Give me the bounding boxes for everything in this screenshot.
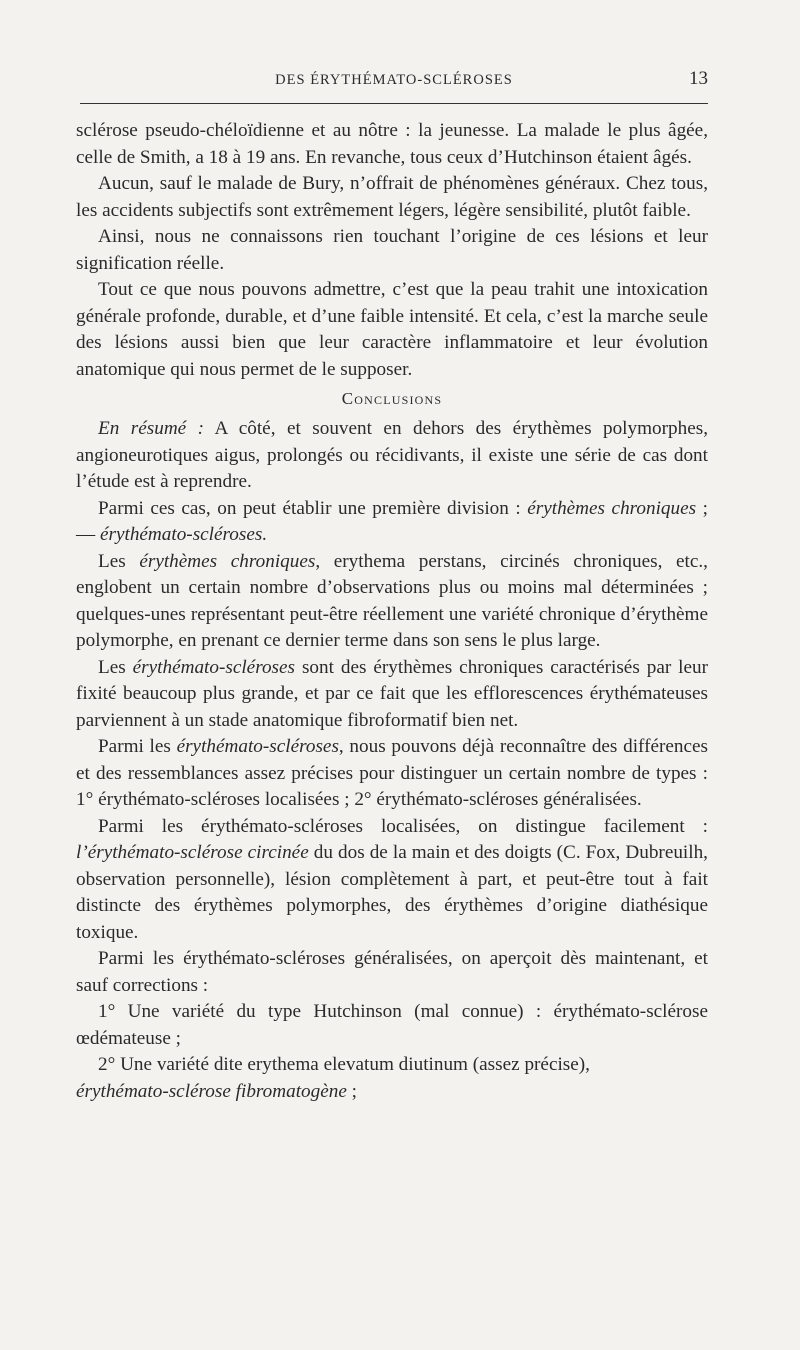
paragraph bbox=[76, 734, 708, 814]
header-rule bbox=[80, 103, 708, 104]
paragraph-text: Les bbox=[98, 550, 140, 572]
paragraph-text: sont des érythèmes chroniques caractérisés par leur fixité beaucoup plus grande, et par ce fait que les efflorescences érythémateuses parviennent à un stade anatomique fibroformatif bien net. bbox=[76, 656, 708, 731]
emphasis: érythémato-scléroses bbox=[176, 736, 339, 757]
paragraph: sclérose pseudo-chéloïdienne et au nôtre : la jeunesse. La malade le plus âgée, celle de Smith, a 18 à 19 ans. En revanche, tous ceux d’Hutchinson étaient âgés. bbox=[76, 120, 708, 168]
paragraph-text: Parmi les bbox=[98, 736, 177, 757]
emphasis: érythèmes chroniques bbox=[139, 550, 316, 572]
paragraph: Tout ce que nous pouvons admettre, c’est que la peau trahit une intoxication générale profonde, durable, et d’une faible intensité. Et cela, c’est la marche seule des lésions aussi bien que leur caractère inflammatoire et leur évolution anatomique qui nous permet de le supposer. bbox=[76, 279, 708, 380]
paragraph-text: Les bbox=[98, 656, 133, 678]
paragraph bbox=[76, 814, 708, 947]
paragraph bbox=[76, 655, 708, 735]
paragraph-text: ; bbox=[346, 1080, 358, 1102]
emphasis: l’érythémato-sclérose circinée bbox=[76, 842, 309, 863]
paragraph bbox=[76, 549, 708, 655]
paragraph bbox=[76, 496, 708, 549]
running-title: DES ÉRYTHÉMATO-SCLÉROSES bbox=[275, 72, 513, 88]
paragraph: 1° Une variété du type Hutchinson (mal connue) : érythémato-sclérose œdémateuse ; bbox=[76, 1001, 708, 1049]
paragraph-text: , nous pouvons déjà reconnaître des différences et des ressemblances assez précises pour distinguer un certain nombre de types : 1° érythémato-scléroses localisées ; 2° érythémato-scléroses généralisées. bbox=[76, 736, 708, 810]
section-heading: Conclusions bbox=[341, 389, 443, 408]
page-header bbox=[80, 68, 708, 98]
paragraph: 2° Une variété dite erythema elevatum diutinum (assez précise), bbox=[98, 1054, 590, 1075]
paragraph bbox=[76, 416, 708, 496]
paragraph-text: du dos de la main et des doigts (C. Fox, Dubreuilh, observation personnelle), lésion complètement à part, et peut-être tout à fait distincte des érythèmes polymorphes, des érythèmes d’origine diathésique toxique. bbox=[76, 842, 708, 943]
paragraph: Parmi les érythémato-scléroses généralisées, on aperçoit dès maintenant, et sauf corrections : bbox=[76, 948, 708, 996]
page-number: 13 bbox=[689, 68, 708, 89]
emphasis: érythémato-sclérose fibromatogène bbox=[76, 1080, 347, 1102]
emphasis: érythémato-scléroses. bbox=[99, 524, 268, 545]
paragraph-text: Parmi ces cas, on peut établir une première division : bbox=[98, 497, 528, 519]
paragraph-text: ; — bbox=[76, 497, 708, 545]
emphasis: érythémato-scléroses bbox=[132, 656, 295, 678]
body-text bbox=[76, 118, 708, 1105]
paragraph bbox=[76, 1079, 708, 1106]
paragraph-text: , erythema perstans, circinés chroniques, etc., englobent un certain nombre d’observations plus ou moins mal déterminées ; quelques-unes représentant peut-être réellement une variété chronique d’érythème polymorphe, en prenant ce dernier terme dans son sens le plus large. bbox=[76, 550, 708, 651]
paragraph-text: Parmi les érythémato-scléroses localisées, on distingue facilement : bbox=[98, 815, 708, 837]
emphasis: En résumé : bbox=[98, 418, 205, 439]
paragraph-text: A côté, et souvent en dehors des érythèmes polymorphes, angioneurotiques aigus, prolongés ou récidivants, il existe une série de cas dont l’étude est à reprendre. bbox=[76, 418, 708, 492]
paragraph: Ainsi, nous ne connaissons rien touchant l’origine de ces lésions et leur signification réelle. bbox=[76, 226, 708, 274]
paragraph: Aucun, sauf le malade de Bury, n’offrait de phénomènes généraux. Chez tous, les accidents subjectifs sont extrêmement légers, légère sensibilité, plutôt faible. bbox=[76, 173, 708, 221]
emphasis: érythèmes chroniques bbox=[527, 497, 697, 519]
